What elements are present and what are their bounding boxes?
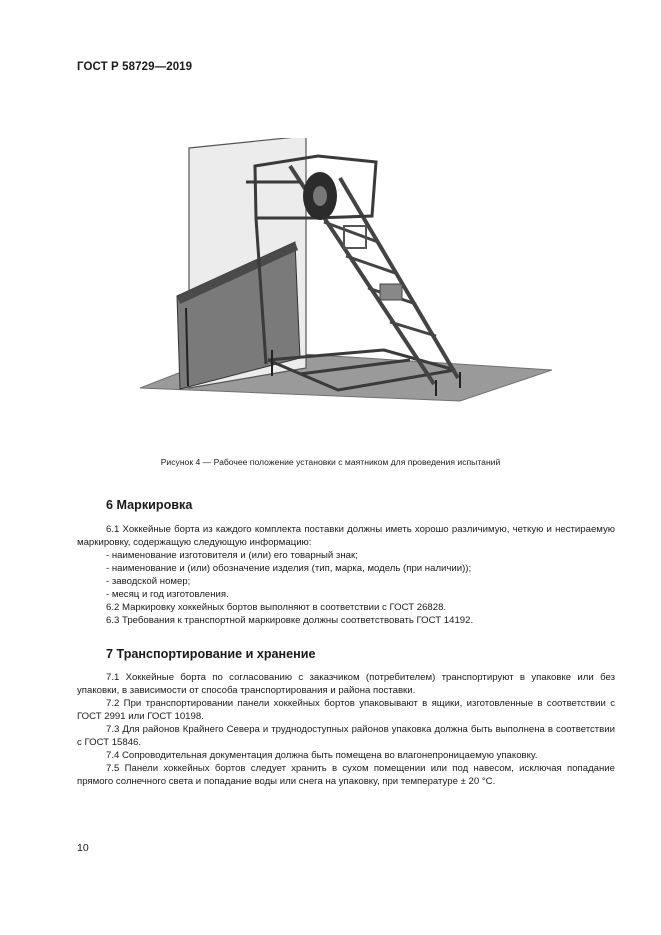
- page-number: 10: [77, 842, 89, 854]
- document-header: ГОСТ Р 58729—2019: [77, 61, 193, 73]
- figure-caption: Рисунок 4 — Рабочее положение установки с маятником для проведения испытаний: [160, 457, 501, 467]
- list-item: - заводской номер;: [106, 576, 191, 587]
- paragraph-7-1: [77, 671, 615, 697]
- list-item: - наименование изготовителя и (или) его товарный знак;: [106, 550, 358, 561]
- paragraph-7-2: [77, 697, 615, 723]
- paragraph-7-5: [77, 762, 615, 788]
- paragraph-6-1: [77, 523, 615, 549]
- list-item: - наименование и (или) обозначение изделия (тип, марка, модель (при наличии));: [106, 563, 472, 574]
- section-7-title: 7 Транспортирование и хранение: [106, 647, 316, 661]
- paragraph-6-3: [77, 614, 615, 627]
- paragraph-7-3: [77, 723, 615, 749]
- paragraph-7-3-text: 7.3 Для районов Крайнего Севера и труднодоступных районов упаковка должна быть выполнена в соответствии с ГОСТ 15846.: [77, 724, 615, 749]
- pendulum-rig-figure: [140, 138, 552, 403]
- paragraph-7-2-text: 7.2 При транспортировании панели хоккейных бортов упаковывают в ящики, изготовленные в соответствии с ГОСТ 2991 или ГОСТ 10198.: [77, 698, 615, 723]
- paragraph-6-1-text: 6.1 Хоккейные борта из каждого комплекта поставки должны иметь хорошо различимую, четкую и нестираемую маркировку, содержащую следующую информацию:: [77, 524, 615, 549]
- paragraph-7-1-text: 7.1 Хоккейные борта по согласованию с заказчиком (потребителем) транспортируют в упаковке или без упаковки, в зависимости от способа транспортирования и района поставки.: [77, 672, 615, 697]
- paragraph-6-3-text: 6.3 Требования к транспортной маркировке должны соответствовать ГОСТ 14192.: [106, 615, 474, 626]
- paragraph-6-2-text: 6.2 Маркировку хоккейных бортов выполняют в соответствии с ГОСТ 26828.: [106, 602, 447, 613]
- paragraph-7-4: [77, 749, 615, 762]
- paragraph-7-4-text: 7.4 Сопроводительная документация должна быть помещена во влагонепроницаемую упаковку.: [106, 750, 538, 761]
- paragraph-7-5-text: 7.5 Панели хоккейных бортов следует хранить в сухом помещении или под навесом, исключая попадание прямого солнечного света и попадание воды или снега на упаковку, при температуре ± 20 °С.: [77, 763, 615, 788]
- paragraph-6-2: [77, 601, 615, 614]
- list-item: - месяц и год изготовления.: [106, 589, 229, 600]
- section-6-title: 6 Маркировка: [106, 498, 193, 512]
